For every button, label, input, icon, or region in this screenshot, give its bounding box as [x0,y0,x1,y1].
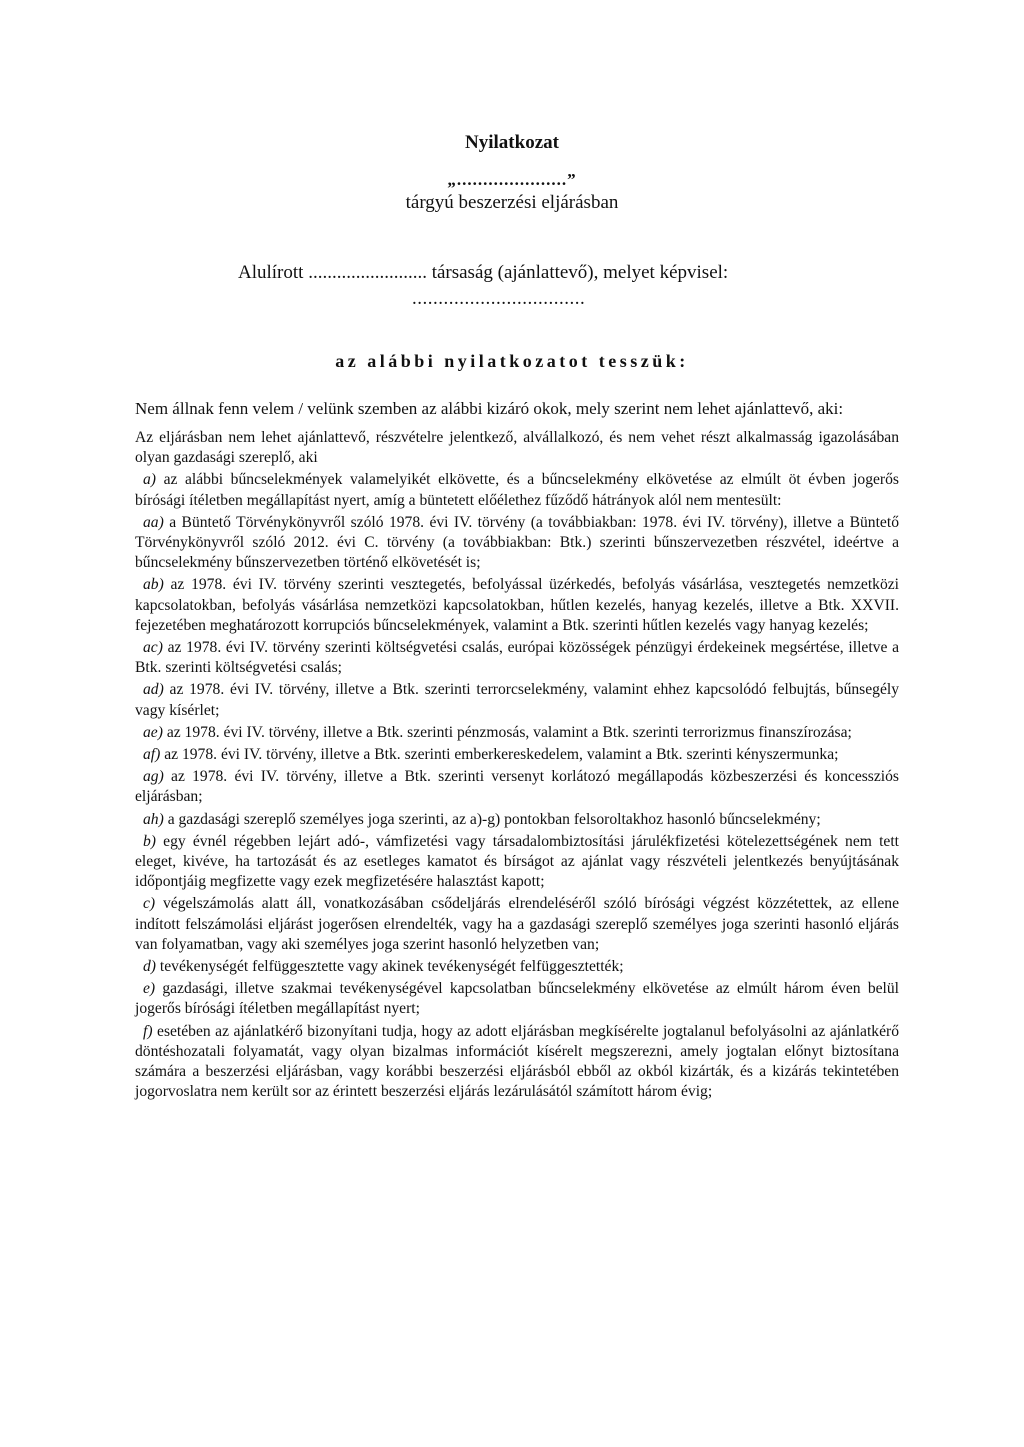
exclusion-list [135,470,899,1102]
exclusion-item [135,638,899,678]
item-label: d) [143,958,156,976]
exclusion-item [135,767,899,807]
item-text: végelszámolás alatt áll, vonatkozásában csődeljárás elrendeléséről szóló bírósági végzést közzétettek, az ellene indított felszámolási eljárást jogerősen elrendelték, vagy ha a gazdasági szereplő személyes joga szerinti hasonló eljárás van folyamatban, vagy aki személyes joga szerint hasonló helyzetben van; [135,895,899,953]
item-text: a gazdasági szereplő személyes joga szerinti, az a)-g) pontokban felsoroltakhoz hasonló bűncselekmény; [163,810,821,828]
exclusion-item [135,979,899,1019]
item-label: a) [143,471,156,489]
item-label: f) [143,1022,153,1040]
item-text: az 1978. évi IV. törvény, illetve a Btk. szerinti emberkereskedelem, valamint a Btk. szerinti kényszermunka; [160,746,839,764]
item-label: af) [143,746,161,764]
exclusion-item [135,575,899,636]
exclusion-item [135,894,899,955]
item-text: az 1978. évi IV. törvény szerinti vesztegetés, befolyással üzérkedés, befolyás vásárlása, vesztegetés nemzetközi kapcsolatokban, befolyás vásárlása nemzetközi kapcsolatokban, hűtlen kezelés, hanyag kezelés, illetve a Btk. XXVII. fejezetében meghatározott korrupciós bűncselekmények, valamint a Btk. szerinti hűtlen kezelés vagy hanyag kezelés; [135,576,899,634]
representative-blank: ................................. [412,288,586,309]
declaration-heading: az alábbi nyilatkozatot tesszük: [335,351,689,371]
undersigned-line: Alulírott ......................... társaság (ajánlattevő), melyet képvisel: [238,262,729,283]
item-text: esetében az ajánlatkérő bizonyítani tudja, hogy az adott eljárásban megkísérelte jogtalanul befolyásolni az ajánlatkérő döntéshozatali folyamatát, vagy olyan bizalmas információt kísérelt megszerezni, amely jogtalan előnyt biztosítana számára a beszerzési eljárásban, vagy korábbi beszerzési eljárásból ebből az okból kizárták, és a kizárás tekintetében jogorvoslatra nem került sor az érintett beszerzési eljárás lezárulásától számított három évig; [135,1022,899,1101]
item-label: b) [143,832,156,850]
document-subject: tárgyú beszerzési eljárásban [405,192,619,213]
item-label: ah) [143,810,164,828]
document-title: Nyilatkozat [465,132,559,153]
item-text: a Büntető Törvénykönyvről szóló 1978. évi IV. törvény (a továbbiakban: 1978. évi IV. törvény), illetve a Büntető Törvénykönyvről szóló 2012. évi C. törvény (a továbbiakban: Btk.) szerinti bűnszervezetben részvétel, ideértve a bűncselekmény bűnszervezetben történő elkövetését is; [135,513,899,572]
exclusion-item [135,680,899,720]
item-text: tevékenységét felfüggesztette vagy akinek tevékenységét felfüggesztették; [156,958,624,976]
exclusion-item [135,513,899,574]
lead-paragraph: Az eljárásban nem lehet ajánlattevő, részvételre jelentkező, alvállalkozó, és nem vehet részt alkalmasság igazolásában olyan gazdasági szereplő, aki [135,429,899,467]
item-label: e) [143,980,156,998]
item-text: az 1978. évi IV. törvény szerinti költségvetési csalás, európai közösségek pénzügyi érdekeinek megsértése, illetve a Btk. szerinti költségvetési csalás; [135,639,899,677]
item-label: aa) [143,513,164,531]
item-text: gazdasági, illetve szakmai tevékenységével kapcsolatban bűncselekmény elkövetése az elmúlt három éven belül jogerős bírósági ítéletben megállapítást nyert; [135,980,899,1018]
exclusion-item [135,832,899,893]
exclusion-item [135,745,899,765]
declaration-body [135,398,899,1105]
procurement-name-placeholder: „.....................” [447,170,577,189]
item-text: az alábbi bűncselekmények valamelyikét elkövette, és a bűncselekmény elkövetése az elmúlt öt évben jogerős bírósági ítéletben megállapítást nyert, amíg a büntetett előélethez fűződő hátrányok alól nem mentesült: [135,471,899,509]
exclusion-item [135,810,899,830]
exclusion-item [135,1022,899,1103]
item-text: egy évnél régebben lejárt adó-, vámfizetési vagy társadalombiztosítási járulékfizetési kötelezettségének nem tett eleget, kivéve, ha tartozását és az esetleges kamatot és bírságot az ajánlat vagy részvételi jelentkezés benyújtásának időpontjáig megfizette vagy ezek megfizetésére halasztást kapott; [135,832,899,891]
exclusion-item [135,957,899,977]
item-label: ag) [143,768,164,786]
exclusion-item [135,723,899,743]
item-label: ac) [143,639,163,657]
exclusion-item [135,470,899,510]
item-label: ae) [143,723,163,741]
intro-paragraph: Nem állnak fenn velem / velünk szemben az alábbi kizáró okok, mely szerint nem lehet ajánlattevő, aki: [135,399,844,418]
item-text: az 1978. évi IV. törvény, illetve a Btk. szerinti terrorcselekmény, valamint ehhez kapcsolódó felbujtás, bűnsegély vagy kísérlet; [135,681,899,719]
item-label: c) [143,895,156,913]
item-label: ad) [143,681,164,699]
item-label: ab) [143,576,164,594]
item-text: az 1978. évi IV. törvény, illetve a Btk. szerinti versenyt korlátozó megállapodás közbeszerzési és koncessziós eljárásban; [135,768,899,806]
item-text: az 1978. évi IV. törvény, illetve a Btk. szerinti pénzmosás, valamint a Btk. szerinti terrorizmus finanszírozása; [162,723,852,741]
